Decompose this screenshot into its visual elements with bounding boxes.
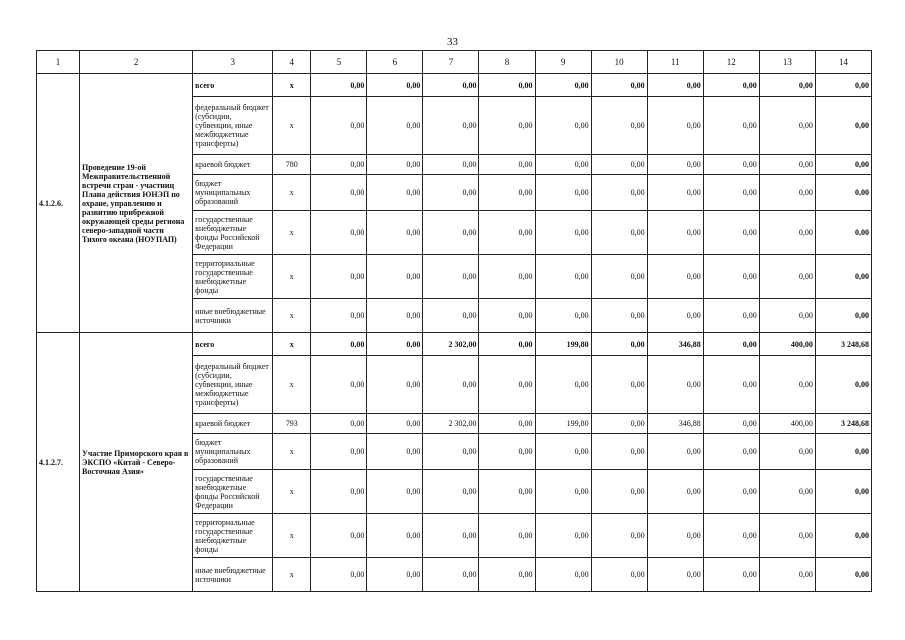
measure-code: 4.1.2.6. [37,74,80,333]
amount-cell: 0,00 [423,175,479,211]
column-header: 12 [703,51,759,74]
funding-source: бюджет муниципальных образований [193,434,273,470]
amount-cell: 0,00 [591,514,647,558]
funding-source: территориальные государственные внебюджетные фонды [193,514,273,558]
amount-cell: 0,00 [535,175,591,211]
amount-cell: 0,00 [311,175,367,211]
amount-cell: 0,00 [703,333,759,356]
amount-cell: 0,00 [647,74,703,97]
amount-cell: 0,00 [367,97,423,155]
amount-cell: 400,00 [759,414,815,434]
amount-cell: 0,00 [311,255,367,299]
amount-cell: 0,00 [647,558,703,592]
amount-cell: 0,00 [647,356,703,414]
amount-cell: 0,00 [479,558,535,592]
amount-cell: 400,00 [759,333,815,356]
table-row [37,333,872,356]
amount-cell: 0,00 [815,97,871,155]
amount-cell: 3 248,68 [815,333,871,356]
amount-cell: 0,00 [535,155,591,175]
amount-cell: 0,00 [759,514,815,558]
amount-cell: 0,00 [703,255,759,299]
amount-cell: 0,00 [311,414,367,434]
amount-cell: 0,00 [423,97,479,155]
amount-cell: 0,00 [647,434,703,470]
amount-cell: 0,00 [423,74,479,97]
amount-cell: 0,00 [423,211,479,255]
amount-cell: 0,00 [815,74,871,97]
amount-cell: 0,00 [311,97,367,155]
amount-cell: 0,00 [535,514,591,558]
amount-cell: 0,00 [815,155,871,175]
amount-cell: 0,00 [479,155,535,175]
amount-cell: 0,00 [311,155,367,175]
amount-cell: 0,00 [311,211,367,255]
measure-name: Проведение 19-ой Межправительственной встречи стран - участниц Плана действия ЮНЭП по охране, управлению и развитию прибрежной окружающей среды региона северо-западной части Тихого океана (НОУПАП) [80,74,193,333]
funding-source: государственные внебюджетные фонды Российской Федерации [193,211,273,255]
amount-cell: 0,00 [815,514,871,558]
amount-cell: 0,00 [759,434,815,470]
amount-cell: 0,00 [423,299,479,333]
column-header-row [37,51,872,74]
budget-code: х [273,434,311,470]
amount-cell: 0,00 [367,558,423,592]
amount-cell: 0,00 [815,299,871,333]
column-header: 13 [759,51,815,74]
budget-code: х [273,74,311,97]
amount-cell: 0,00 [535,211,591,255]
amount-cell: 0,00 [479,299,535,333]
measure-code: 4.1.2.7. [37,333,80,592]
amount-cell: 0,00 [815,558,871,592]
amount-cell: 0,00 [479,414,535,434]
budget-code: х [273,558,311,592]
amount-cell: 0,00 [703,74,759,97]
amount-cell: 0,00 [759,211,815,255]
amount-cell: 0,00 [479,255,535,299]
amount-cell: 0,00 [367,514,423,558]
budget-table [36,50,872,592]
amount-cell: 0,00 [815,211,871,255]
amount-cell: 0,00 [703,211,759,255]
amount-cell: 0,00 [591,434,647,470]
budget-code: х [273,356,311,414]
amount-cell: 0,00 [703,434,759,470]
amount-cell: 0,00 [423,255,479,299]
budget-code: х [273,470,311,514]
amount-cell: 0,00 [423,356,479,414]
column-header: 1 [37,51,80,74]
amount-cell: 0,00 [535,434,591,470]
column-header: 11 [647,51,703,74]
column-header: 5 [311,51,367,74]
amount-cell: 0,00 [535,356,591,414]
amount-cell: 0,00 [479,514,535,558]
amount-cell: 0,00 [815,255,871,299]
column-header: 7 [423,51,479,74]
amount-cell: 0,00 [703,299,759,333]
budget-code: 780 [273,155,311,175]
amount-cell: 0,00 [591,74,647,97]
amount-cell: 0,00 [535,97,591,155]
amount-cell: 0,00 [535,74,591,97]
amount-cell: 0,00 [759,299,815,333]
amount-cell: 0,00 [759,470,815,514]
amount-cell: 0,00 [759,74,815,97]
page-number: 33 [447,36,458,48]
amount-cell: 0,00 [759,255,815,299]
amount-cell: 0,00 [367,434,423,470]
amount-cell: 0,00 [479,74,535,97]
amount-cell: 0,00 [423,434,479,470]
amount-cell: 0,00 [591,414,647,434]
amount-cell: 0,00 [311,470,367,514]
amount-cell: 0,00 [703,175,759,211]
amount-cell: 0,00 [367,470,423,514]
amount-cell: 0,00 [535,299,591,333]
column-header: 4 [273,51,311,74]
amount-cell: 0,00 [311,299,367,333]
amount-cell: 0,00 [479,434,535,470]
amount-cell: 0,00 [311,434,367,470]
funding-source: иные внебюджетные источники [193,299,273,333]
funding-source: бюджет муниципальных образований [193,175,273,211]
amount-cell: 0,00 [815,356,871,414]
budget-code: х [273,97,311,155]
amount-cell: 0,00 [367,255,423,299]
amount-cell: 0,00 [367,356,423,414]
amount-cell: 0,00 [703,558,759,592]
amount-cell: 0,00 [703,470,759,514]
budget-code: х [273,175,311,211]
budget-code: 793 [273,414,311,434]
amount-cell: 0,00 [591,356,647,414]
funding-source: всего [193,74,273,97]
amount-cell: 0,00 [311,558,367,592]
amount-cell: 0,00 [703,414,759,434]
amount-cell: 0,00 [535,558,591,592]
amount-cell: 0,00 [759,155,815,175]
amount-cell: 2 302,00 [423,333,479,356]
amount-cell: 0,00 [759,558,815,592]
amount-cell: 0,00 [591,333,647,356]
amount-cell: 0,00 [367,74,423,97]
amount-cell: 0,00 [479,470,535,514]
amount-cell: 0,00 [479,211,535,255]
amount-cell: 0,00 [367,414,423,434]
funding-source: краевой бюджет [193,414,273,434]
funding-source: краевой бюджет [193,155,273,175]
budget-code: х [273,211,311,255]
amount-cell: 0,00 [703,356,759,414]
budget-code: х [273,255,311,299]
amount-cell: 0,00 [647,97,703,155]
amount-cell: 0,00 [479,175,535,211]
column-header: 14 [815,51,871,74]
column-header: 6 [367,51,423,74]
budget-code: х [273,299,311,333]
amount-cell: 0,00 [703,97,759,155]
amount-cell: 2 302,00 [423,414,479,434]
funding-source: территориальные государственные внебюджетные фонды [193,255,273,299]
amount-cell: 0,00 [423,558,479,592]
amount-cell: 0,00 [535,255,591,299]
amount-cell: 0,00 [591,211,647,255]
column-header: 9 [535,51,591,74]
column-header: 3 [193,51,273,74]
amount-cell: 346,88 [647,333,703,356]
amount-cell: 199,80 [535,333,591,356]
amount-cell: 0,00 [423,514,479,558]
funding-source: федеральный бюджет (субсидии, субвенции, иные межбюджетные трансферты) [193,356,273,414]
amount-cell: 0,00 [311,356,367,414]
amount-cell: 0,00 [423,155,479,175]
amount-cell: 0,00 [591,97,647,155]
amount-cell: 0,00 [647,211,703,255]
amount-cell: 0,00 [647,155,703,175]
column-header: 10 [591,51,647,74]
amount-cell: 0,00 [591,155,647,175]
amount-cell: 0,00 [647,255,703,299]
table-row [37,74,872,97]
amount-cell: 0,00 [367,299,423,333]
amount-cell: 0,00 [591,299,647,333]
amount-cell: 3 248,68 [815,414,871,434]
column-header: 8 [479,51,535,74]
amount-cell: 0,00 [647,175,703,211]
amount-cell: 0,00 [647,514,703,558]
amount-cell: 199,80 [535,414,591,434]
measure-name: Участие Приморского края в ЭКСПО «Китай - Северо-Восточная Азия» [80,333,193,592]
amount-cell: 0,00 [759,175,815,211]
amount-cell: 0,00 [591,470,647,514]
amount-cell: 0,00 [479,333,535,356]
amount-cell: 0,00 [815,175,871,211]
amount-cell: 0,00 [759,356,815,414]
amount-cell: 0,00 [479,356,535,414]
funding-source: государственные внебюджетные фонды Российской Федерации [193,470,273,514]
amount-cell: 346,88 [647,414,703,434]
amount-cell: 0,00 [591,558,647,592]
amount-cell: 0,00 [479,97,535,155]
funding-source: федеральный бюджет (субсидии, субвенции, иные межбюджетные трансферты) [193,97,273,155]
amount-cell: 0,00 [647,299,703,333]
amount-cell: 0,00 [311,514,367,558]
budget-code: х [273,514,311,558]
amount-cell: 0,00 [815,470,871,514]
amount-cell: 0,00 [591,175,647,211]
column-header: 2 [80,51,193,74]
budget-code: х [273,333,311,356]
amount-cell: 0,00 [815,434,871,470]
amount-cell: 0,00 [703,155,759,175]
amount-cell: 0,00 [367,211,423,255]
amount-cell: 0,00 [591,255,647,299]
amount-cell: 0,00 [647,470,703,514]
amount-cell: 0,00 [423,470,479,514]
amount-cell: 0,00 [535,470,591,514]
amount-cell: 0,00 [367,155,423,175]
funding-source: иные внебюджетные источники [193,558,273,592]
amount-cell: 0,00 [703,514,759,558]
amount-cell: 0,00 [367,175,423,211]
amount-cell: 0,00 [367,333,423,356]
funding-source: всего [193,333,273,356]
amount-cell: 0,00 [759,97,815,155]
amount-cell: 0,00 [311,333,367,356]
amount-cell: 0,00 [311,74,367,97]
